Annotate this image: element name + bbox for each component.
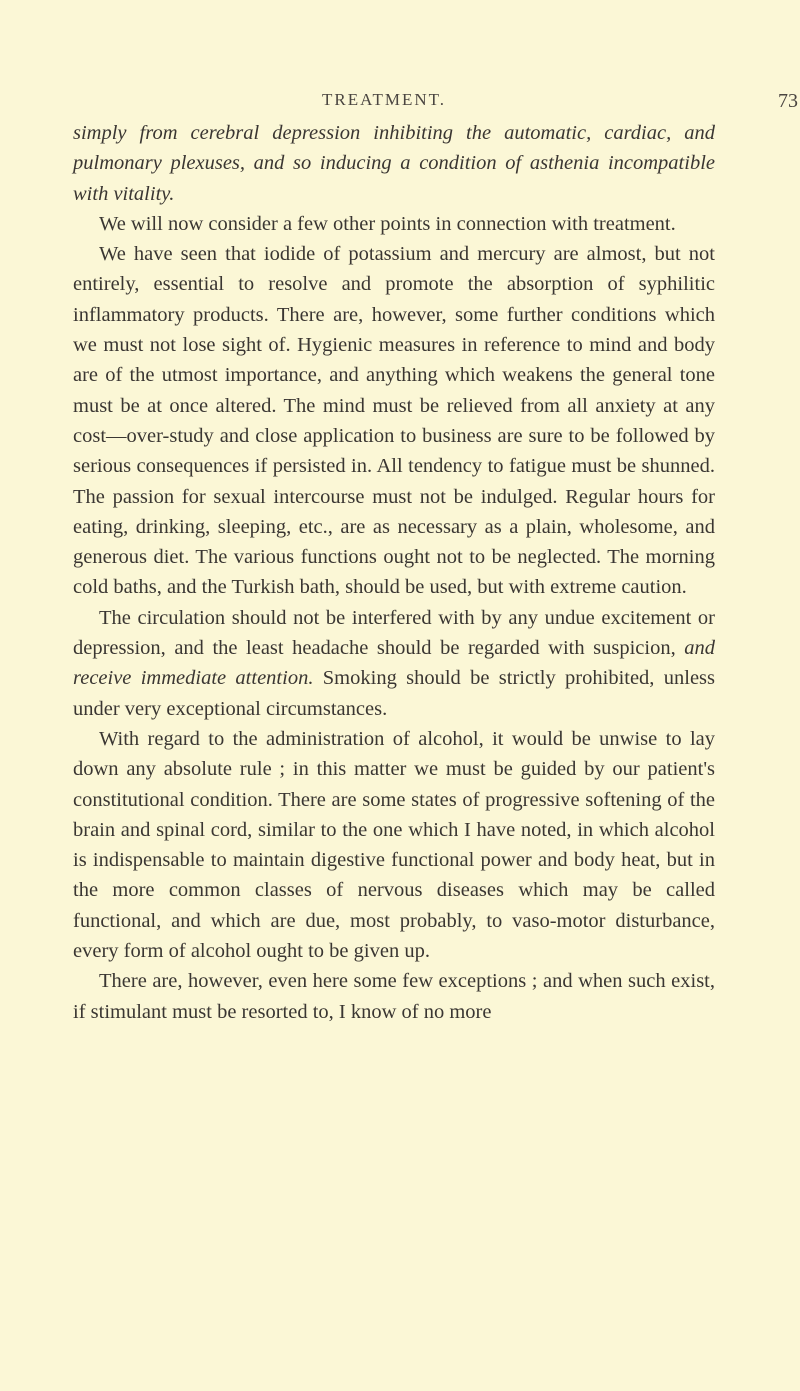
- running-head: TREATMENT.: [322, 90, 447, 109]
- page-number: 73: [778, 90, 798, 112]
- paragraph: We have seen that iodide of potassium and mercury are almost, but not entirely, essential to resolve and promote the absorption of syphilitic inflammatory products. There are, however, some further conditions which we must not lose sight of. Hygienic measures in reference to mind and body are of the utmost importance, and anything which weakens the general tone must be at once altered. The mind must be relieved from all anxiety at any cost—over-study and close application to business are sure to be followed by serious consequences if persisted in. All tendency to fatigue must be shunned. The passion for sexual intercourse must not be indulged. Regular hours for eating, drinking, sleeping, etc., are as necessary as a plain, wholesome, and generous diet. The various functions ought not to be neglected. The morning cold baths, and the Turkish bath, should be used, but with extreme caution.: [73, 243, 715, 599]
- italic-emphasis: and receive immediate attention.: [73, 637, 715, 690]
- paragraph: [73, 603, 715, 724]
- paragraph-text: Smoking should be strictly prohibited, unless under very exceptional circumstances.: [73, 667, 716, 720]
- body-text: [73, 118, 715, 1027]
- paragraph-continuation: simply from cerebral depression inhibiting the automatic, cardiac, and pulmonary plexuses, and so inducing a condition of asthenia incompatible with vitality.: [73, 122, 715, 205]
- page-header: [0, 90, 800, 120]
- paragraph: There are, however, even here some few exceptions ; and when such exist, if stimulant must be resorted to, I know of no more: [73, 970, 715, 1023]
- paragraph-text: The circulation should not be interfered with by any undue excitement or depression, and the least headache should be regarded with suspicion,: [73, 606, 715, 660]
- paragraph: We will now consider a few other points in connection with treatment.: [99, 212, 676, 235]
- paragraph: With regard to the administration of alcohol, it would be unwise to lay down any absolute rule ; in this matter we must be guided by our patient's constitutional condition. There are some states of progressive softening of the brain and spinal cord, similar to the one which I have noted, in which alcohol is indispensable to maintain digestive functional power and body heat, but in the more common classes of nervous diseases which may be called functional, and which are due, most probably, to vaso-motor disturbance, every form of alcohol ought to be given up.: [73, 727, 715, 963]
